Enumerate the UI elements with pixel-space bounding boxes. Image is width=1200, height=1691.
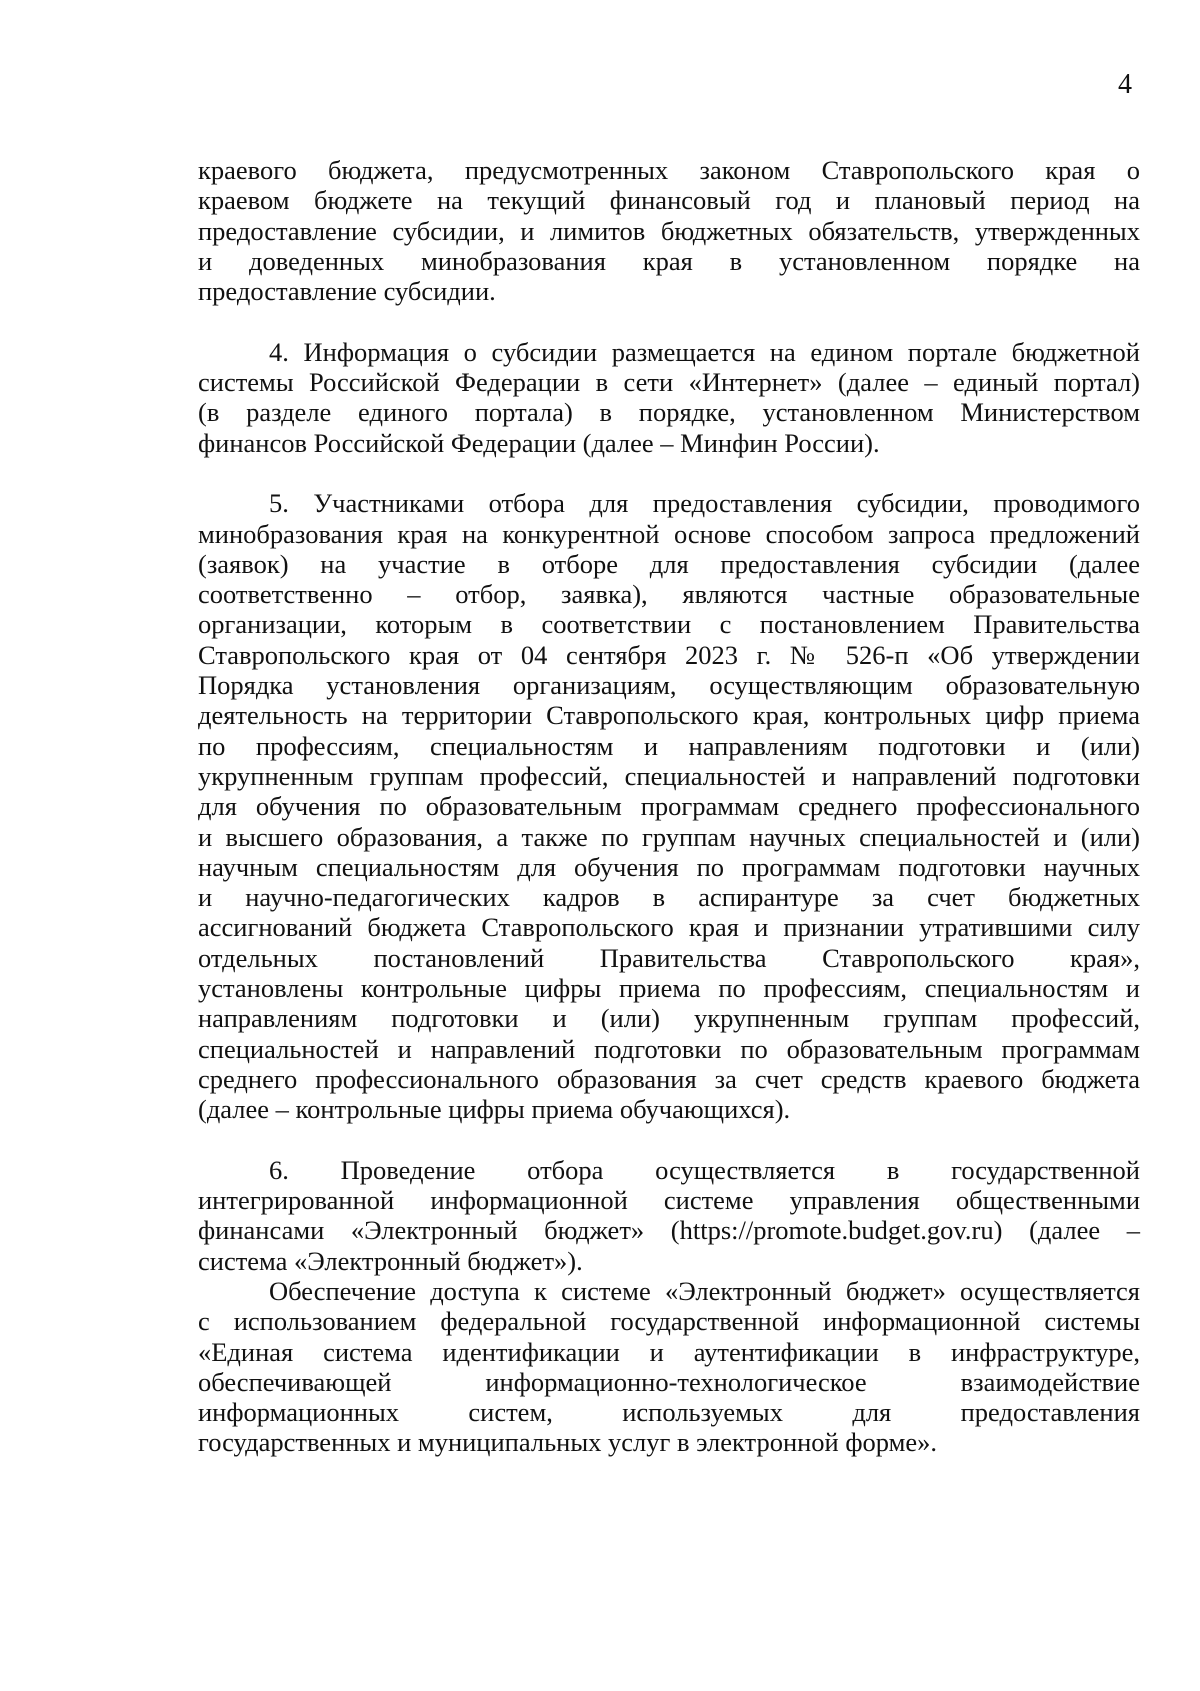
text-line: система «Электронный бюджет»). <box>198 1245 583 1276</box>
text-line: для обучения по образовательным программам среднего профессионального <box>198 791 1140 822</box>
paragraph-gap <box>198 1125 1140 1155</box>
text-line: государственных и муниципальных услуг в электронной форме». <box>198 1427 938 1458</box>
text-line: информационных систем, используемых для предоставления <box>198 1397 1140 1428</box>
paragraph-gap <box>198 458 1140 488</box>
text-line: установлены контрольные цифры приема по профессиям, специальностям и <box>198 973 1140 1004</box>
text-line: соответственно – отбор, заявка), являются частные образовательные <box>198 579 1140 610</box>
paragraph-item-4 <box>198 337 1140 458</box>
text-line: (заявок) на участие в отборе для предоставления субсидии (далее <box>198 548 1140 579</box>
text-line: предоставление субсидии, и лимитов бюджетных обязательств, утвержденных <box>198 215 1140 246</box>
text-line: укрупненным группам профессий, специальностей и направлений подготовки <box>198 760 1140 791</box>
text-line: и научно-педагогических кадров в аспирантуре за счет бюджетных <box>198 882 1140 913</box>
text-line: направлениям подготовки и (или) укрупненным группам профессий, <box>198 1003 1140 1034</box>
text-line: минобразования края на конкурентной основе способом запроса предложений <box>198 518 1140 549</box>
text-line: 4. Информация о субсидии размещается на едином портале бюджетной <box>269 336 1140 367</box>
text-line: интегрированной информационной системе управления общественными <box>198 1185 1140 1216</box>
text-line: специальностей и направлений подготовки по образовательным программам <box>198 1033 1140 1064</box>
text-line: финансами «Электронный бюджет» (https://promote.budget.gov.ru) (далее – <box>198 1215 1140 1246</box>
text-line: 6. Проведение отбора осуществляется в государственной <box>269 1154 1140 1185</box>
text-line: Порядка установления организациям, осуществляющим образовательную <box>198 670 1140 701</box>
document-body <box>198 155 1140 1458</box>
paragraph-continuation <box>198 155 1140 306</box>
text-line: и высшего образования, а также по группам научных специальностей и (или) <box>198 821 1140 852</box>
text-line: среднего профессионального образования за счет средств краевого бюджета <box>198 1063 1140 1094</box>
text-line: системы Российской Федерации в сети «Интернет» (далее – единый портал) <box>198 367 1140 398</box>
text-line: ассигнований бюджета Ставропольского края и признании утратившими силу <box>198 912 1140 943</box>
text-line: организации, которым в соответствии с постановлением Правительства <box>198 609 1140 640</box>
text-line: обеспечивающей информационно-технологическое взаимодействие <box>198 1366 1140 1397</box>
paragraph-gap <box>198 306 1140 336</box>
text-line: финансов Российской Федерации (далее – Минфин России). <box>198 427 880 458</box>
text-line: краевом бюджете на текущий финансовый год и плановый период на <box>198 185 1140 216</box>
text-line: деятельность на территории Ставропольского края, контрольных цифр приема <box>198 700 1140 731</box>
text-line: «Единая система идентификации и аутентификации в инфраструктуре, <box>198 1336 1140 1367</box>
text-line: краевого бюджета, предусмотренных законом Ставропольского края о <box>198 155 1140 185</box>
text-line: Обеспечение доступа к системе «Электронный бюджет» осуществляется <box>269 1275 1140 1306</box>
text-line: (далее – контрольные цифры приема обучающихся). <box>198 1094 791 1125</box>
text-line: (в разделе единого портала) в порядке, установленном Министерством <box>198 397 1140 428</box>
page-number: 4 <box>1118 69 1132 100</box>
text-line: по профессиям, специальностям и направлениям подготовки и (или) <box>198 730 1140 761</box>
text-line: и доведенных минобразования края в установленном порядке на <box>198 245 1140 276</box>
text-line: научным специальностям для обучения по программам подготовки научных <box>198 851 1140 882</box>
paragraph-item-6-access <box>198 1276 1140 1458</box>
paragraph-item-5 <box>198 488 1140 1124</box>
text-line: предоставление субсидии. <box>198 276 496 307</box>
text-line: с использованием федеральной государственной информационной системы <box>198 1306 1140 1337</box>
text-line: Ставропольского края от 04 сентября 2023 г. № 526-п «Об утверждении <box>198 639 1140 670</box>
paragraph-item-6 <box>198 1155 1140 1276</box>
text-line: отдельных постановлений Правительства Ставропольского края», <box>198 942 1140 973</box>
text-line: 5. Участниками отбора для предоставления субсидии, проводимого <box>269 488 1140 519</box>
